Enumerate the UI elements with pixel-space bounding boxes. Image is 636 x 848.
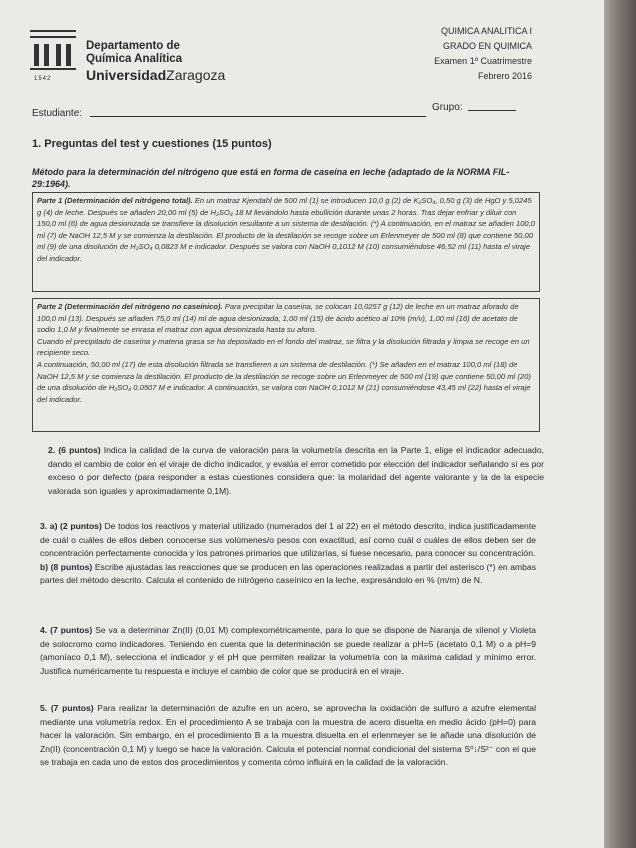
department-name: Departamento de Química Analítica [86, 40, 183, 65]
university-name: UniversidadZaragoza [86, 67, 226, 83]
section-title: 1. Preguntas del test y cuestiones (15 puntos) [32, 138, 272, 150]
university-logo [30, 28, 76, 82]
degree-name: GRADO EN QUIMICA [442, 41, 532, 51]
group-line [468, 110, 516, 111]
question-4: 4. (7 puntos) Se va a determinar Zn(II) (0,01 M) complexométricamente, para lo que se dispone de Naranja de xilenol y Violeta de solocromo como indicadores. Teniendo en cuenta que la determinación se puede realizar a pH=5 (acetato 0,1 M) o a pH=9 (amoníaco 0,1 M), selecciona el indicador y el pH que permiten realizar la volumetría con la máxima calidad y mínimo error. Justifica numéricamente tu respuesta e incluye el cambio de color que se producirá en el viraje. [40, 625, 537, 676]
logo-year: 1542 [34, 76, 52, 82]
exam-date: Febrero 2016 [477, 71, 532, 81]
method-title: Método para la determinación del nitrógeno que está en forma de caseína en leche (adaptado de la NORMA FIL-29:1964). [32, 167, 510, 189]
question-3: 3. a) (2 puntos) De todos los reactivos y material utilizado (numerados del 1 al 22) en el método descrito, indica justificadamente de cuál o cuáles de ellos deben conocerse sus volúmenes/o pesos con exactitud, así como cuál o cuáles de ellos deben ser de concentración perfectamente conocida y los patrones primarios que utilizarías, si fuese necesario, para conocer su concentración. b) (8 puntos) Escribe ajustadas las reacciones que se producen en las operaciones realizadas a partir del asterisco (*) en ambas partes del método descrito. Calcula el contenido de nitrógeno caseínico en la leche, expresándolo en % (m/m) de N. [40, 521, 537, 586]
part1-box: Parte 1 (Determinación del nitrógeno total). En un matraz Kjendahl de 500 ml (1) se introducen 10,0 g (2) de K₂SO₄, 0,50 g (3) de HgO y 5,0245 g (4) de leche. Después se añaden 20,00 ml (5) de H₂SO₄ 18 M llevándolo hasta ebullición durante unas 2 horas. Tras dejar enfriar y diluir con 150,0 ml (6) de agua desionizada se transfiere la disolución resultante a un sistema de destilación. (*) A continuación, en el matraz se añaden 100,0 ml (7) de NaOH 12,5 M y se comienza la destilación. El producto de la destilación se recoge sobre un Erlenmeyer de 500 ml (8) que contiene 50,00 ml (9) de una disolución de H₂SO₄ 0,0823 M e indicador. Después se valora con NaOH 0,1012 M (10) consumiéndose 46,52 ml (11) hasta el viraje del indicador. [32, 192, 540, 292]
exam-header-info [434, 24, 532, 84]
course-name: QUIMICA ANALITICA I [440, 26, 532, 36]
question-2: 2. (6 puntos) Indica la calidad de la curva de valoración para la volumetría descrita en la Parte 1, elige el indicador adecuado, dando el cambio de color en el viraje de dicho indicador, y evalúa el error cometido por elección del indicador señalando si es por exceso o por defecto (para responder a estas cuestiones considera que: la molaridad del agente valorante y la de la especie valorada son iguales y aproximadamente 0,1M). [48, 445, 545, 496]
student-label: Estudiante: [32, 108, 83, 119]
student-name-line [90, 116, 426, 117]
exam-name: Examen 1º Cuatrimestre [434, 56, 532, 66]
part2-box: Parte 2 (Determinación del nitrógeno no caseínico). Para precipitar la caseína, se colocan 10,0257 g (12) de leche en un matraz aforado de 100,0 ml (13). Después se añaden 75,0 ml (14) ml de agua desionizada, 1,00 ml (15) de ácido acético al 10% (m/v), 1,00 ml (16) de acetato de sodio 1,0 M y finalmente se enrasa el matraz con agua desionizada hasta su aforo. Cuando el precipitado de caseína y materia grasa se ha depositado en el fondo del matraz, se filtra y la disolución filtrada y limpia se recoge en un recipiente seco. A continuación, 50,00 ml (17) de esta disolución filtrada se transfieren a un sistema de destilación. (*) Se añaden en el matraz 100,0 ml (18) de NaOH 12,5 M y se comienza la destilación. El producto de la destilación se recoge sobre un Erlenmeyer de 500 ml (19) que contiene 50,00 ml (20) de una disolución de H₂SO₄ 0,0507 M e indicador. A continuación, se valora con NaOH 0,1012 M (21) consumiéndose 43,45 ml (22) hasta el viraje del indicador. [32, 298, 540, 432]
group-label: Grupo: [432, 102, 463, 113]
question-5: 5. (7 puntos) Para realizar la determinación de azufre en un acero, se aprovecha la oxidación de sulfuro a azufre elemental mediante una volumetría redox. En el procedimiento A se trabaja con la muestra de acero disuelta en medio ácido (pH=0) para hacer la valoración. Sin embargo, en el procedimiento B a la muestra disuelta en el erlenmeyer se le añade una disolución de Zn(II) (concentración 0,1 M) y luego se hace la valoración. Calcula el potencial normal condicional del sistema S⁰↓/S²⁻ con el que se trabaja en cada uno de estos dos procedimientos y comenta cómo influirá en la calidad de la valoración. [40, 703, 536, 768]
